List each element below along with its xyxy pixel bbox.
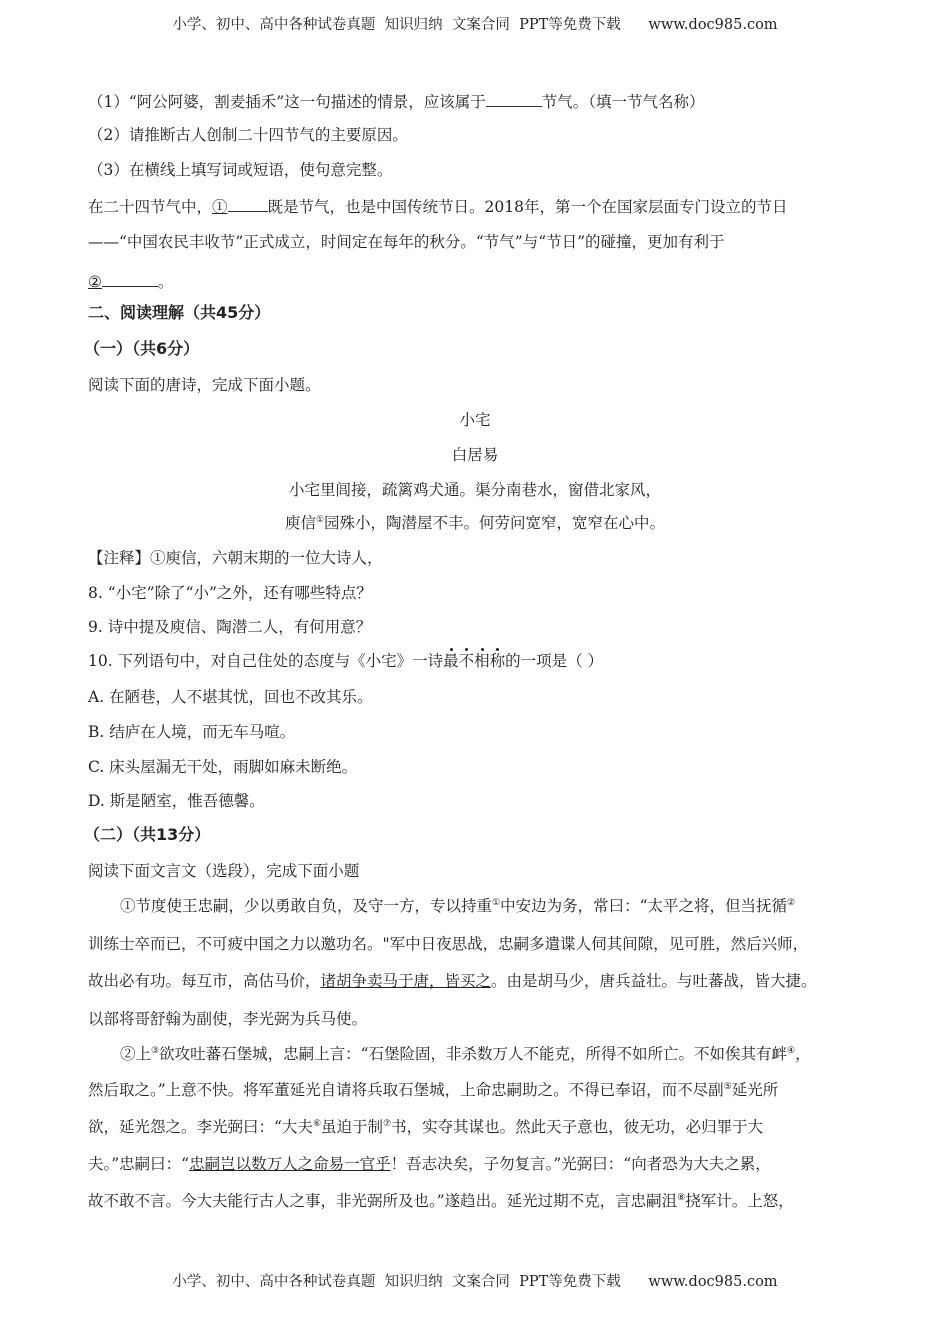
answer-blank-1 (228, 195, 268, 212)
passage-2-line-3: 欲，延光怨之。李光弼曰：“大夫⑥虽迫于制⑦书，实夺其谋也。然此天子意也，彼无功，必归罪于大 (88, 1118, 764, 1136)
passage-1-line-2: 训练士卒而已，不可疲中国之力以邀功名。"军中日夜思战，忠嗣多遣谍人伺其间隙，见可胜，然后兴师， (88, 935, 809, 953)
passage-2-line-5: 故不敢不言。今大夫能行古人之事，非光弼所及也。”遂趋出。延光过期不克，言忠嗣沮⑧挠军计。上怒， (88, 1192, 794, 1210)
passage-1-line-4: 以部将哥舒翰为副使，李光弼为兵马使。 (88, 1010, 368, 1028)
question-9: 9. 诗中提及庾信、陶潜二人，有何用意？ (88, 618, 372, 636)
passage-2-line-1: ②上③欲攻吐蕃石堡城，忠嗣上言：“石堡险固，非杀数万人不能克，所得不如所亡。不如俟其有衅④， (120, 1045, 811, 1063)
fill-paragraph-line-1: 在二十四节气中，① 既是节气，也是中国传统节日。2018年，第一个在国家层面专门设立的节日 (88, 195, 787, 217)
passage-2-line-2: 然后取之。”上意不快。将军董延光自请将兵取石堡城，上命忠嗣助之。不得已奉诏，而不尽副⑤延光所 (88, 1081, 779, 1099)
underlined-sentence: 诸胡争卖马于唐，皆买之 (320, 972, 492, 990)
option-a: A. 在陋巷，人不堪其忧，回也不改其乐。 (88, 688, 373, 706)
passage-2-line-4: 夫。”忠嗣曰：“忠嗣岂以数万人之命易一官乎！吾志决矣，子勿复言。”光弼曰：“向者恐为大夫之累， (88, 1155, 771, 1173)
question-2: （2）请推断古人创制二十四节气的主要原因。 (88, 126, 408, 144)
question-10: 10. 下列语句中，对自己住处的态度与《小宅》一诗最不相称的一项是（ ） (88, 652, 604, 670)
poem-line-2: 庾信①园殊小，陶潜屋不丰。何劳问宽窄，宽窄在心中。 (284, 514, 666, 532)
poem-author: 白居易 (451, 446, 499, 464)
fill-paragraph-line-3: ② 。 (88, 270, 173, 292)
answer-blank (486, 90, 542, 107)
passage-1-line-3: 故出必有功。每互市，高估马价，诸胡争卖马于唐，皆买之。由是胡马少，唐兵益壮。与吐蕃战，皆大捷。 (88, 972, 817, 990)
option-d: D. 斯是陋室，惟吾德馨。 (88, 792, 265, 810)
instruction-1: 阅读下面的唐诗，完成下面小题。 (88, 376, 321, 394)
fill-paragraph-line-2: ——“中国农民丰收节”正式成立，时间定在每年的秋分。“节气”与“节日”的碰撞，更加有利于 (88, 233, 725, 251)
question-1: （1）“阿公阿婆，割麦插禾”这一句描述的情景，应该属于 节气。（填一节气名称） (88, 90, 704, 112)
question-8: 8. “小宅”除了“小”之外，还有哪些特点？ (88, 584, 372, 602)
instruction-2: 阅读下面文言文（选段），完成下面小题 (88, 862, 360, 880)
passage-1-line-1: ①节度使王忠嗣，少以勇敢自负，及守一方，专以持重①中安边为务，常曰：“太平之将，但当抚循② (120, 897, 796, 915)
section-heading: 二、阅读理解（共45分） (88, 303, 271, 322)
annotation: 【注释】①庾信，六朝末期的一位大诗人， (88, 549, 383, 567)
poem-title: 小宅 (459, 411, 491, 429)
underlined-sentence: 忠嗣岂以数万人之命易一官乎 (189, 1155, 391, 1173)
poem-line-1: 小宅里闾接，疏篱鸡犬通。渠分南巷水，窗借北家风， (288, 481, 661, 499)
part-heading-1: （一）（共6分） (84, 339, 200, 358)
option-c: C. 床头屋漏无干处，雨脚如麻未断绝。 (88, 758, 358, 776)
part-heading-2: （二）（共13分） (84, 825, 211, 844)
answer-blank-2 (102, 270, 158, 287)
page-footer: 小学、初中、高中各种试卷真题 知识归纳 文案合同 PPT等免费下载 www.doc985.com (172, 1274, 778, 1290)
option-b: B. 结庐在人境，而无车马喧。 (88, 723, 296, 741)
page-header: 小学、初中、高中各种试卷真题 知识归纳 文案合同 PPT等免费下载 www.doc985.com (172, 17, 778, 33)
question-3: （3）在横线上填写词或短语，使句意完整。 (88, 161, 393, 179)
